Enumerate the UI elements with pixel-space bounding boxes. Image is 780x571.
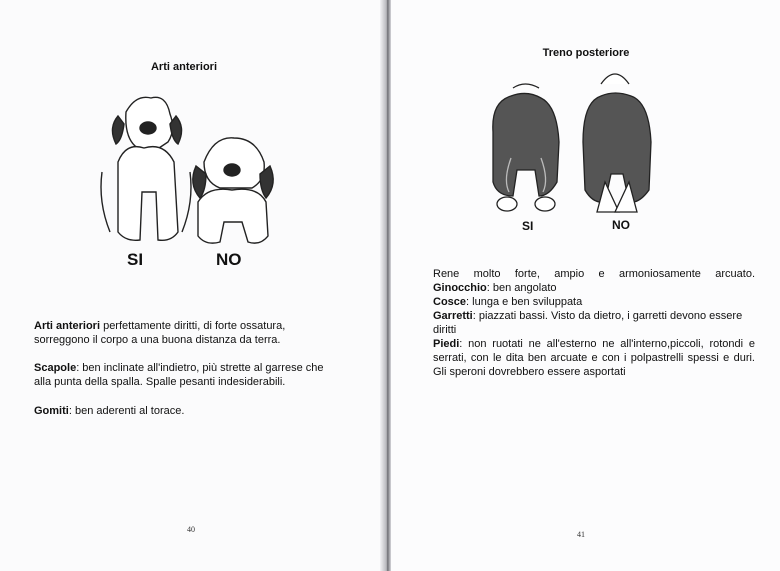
definition: perfettamente diritti, di forte ossatura, sorreggono il corpo a una buona distanza da terra. xyxy=(34,320,286,346)
paragraph-ginocchio xyxy=(433,281,755,295)
dog-wrong-front xyxy=(193,138,273,243)
definition: : non ruotati ne all'esterno ne all'interno,piccoli, rotondi e serrati, con le dita ben arcuate e con i polpastrelli spessi e duri. Gli speroni dovrebbero essere asportati xyxy=(433,338,755,378)
term: Garretti xyxy=(433,310,473,322)
dog-correct-rear xyxy=(493,84,559,211)
label-si: SI xyxy=(522,219,534,233)
page-number: 40 xyxy=(187,525,195,534)
paragraph-scapole xyxy=(34,361,334,389)
label-si: SI xyxy=(127,250,144,269)
paragraph-arti-anteriori xyxy=(34,319,334,347)
right-page xyxy=(391,0,780,571)
definition: Rene molto forte, ampio e armoniosamente arcuato. xyxy=(433,268,755,280)
page-number: 41 xyxy=(577,530,585,539)
term: Cosce xyxy=(433,296,467,308)
hindquarters-illustration xyxy=(483,62,673,222)
paragraph-garretti xyxy=(433,309,755,337)
definition: : ben inclinate all'indietro, più strette al garrese che alla punta della spalla. Spalle pesanti indesiderabili. xyxy=(34,362,324,388)
dog-wrong-rear xyxy=(583,74,651,212)
paragraph-piedi xyxy=(433,337,755,379)
front-legs-illustration xyxy=(96,92,286,252)
dog-correct-front xyxy=(101,97,191,240)
paragraph-cosce xyxy=(433,295,755,309)
definition: : lunga e ben sviluppata xyxy=(466,296,583,308)
term: Ginocchio xyxy=(433,282,487,294)
term: Gomiti xyxy=(34,405,69,417)
definition: : piazzati bassi. Visto da dietro, i garretti devono essere diritti xyxy=(433,310,743,336)
page-heading: Arti anteriori xyxy=(150,61,217,73)
term: Arti anteriori xyxy=(34,320,101,332)
label-no: NO xyxy=(612,218,630,232)
paragraph-gomiti xyxy=(34,404,334,418)
paragraph-rene xyxy=(433,267,755,281)
label-no: NO xyxy=(216,250,242,269)
page-heading: Treno posteriore xyxy=(542,47,630,59)
left-page xyxy=(0,0,387,571)
term: Scapole xyxy=(34,362,77,374)
definition: : ben angolato xyxy=(486,282,557,294)
term: Piedi xyxy=(433,338,460,350)
definition: : ben aderenti al torace. xyxy=(68,405,185,417)
